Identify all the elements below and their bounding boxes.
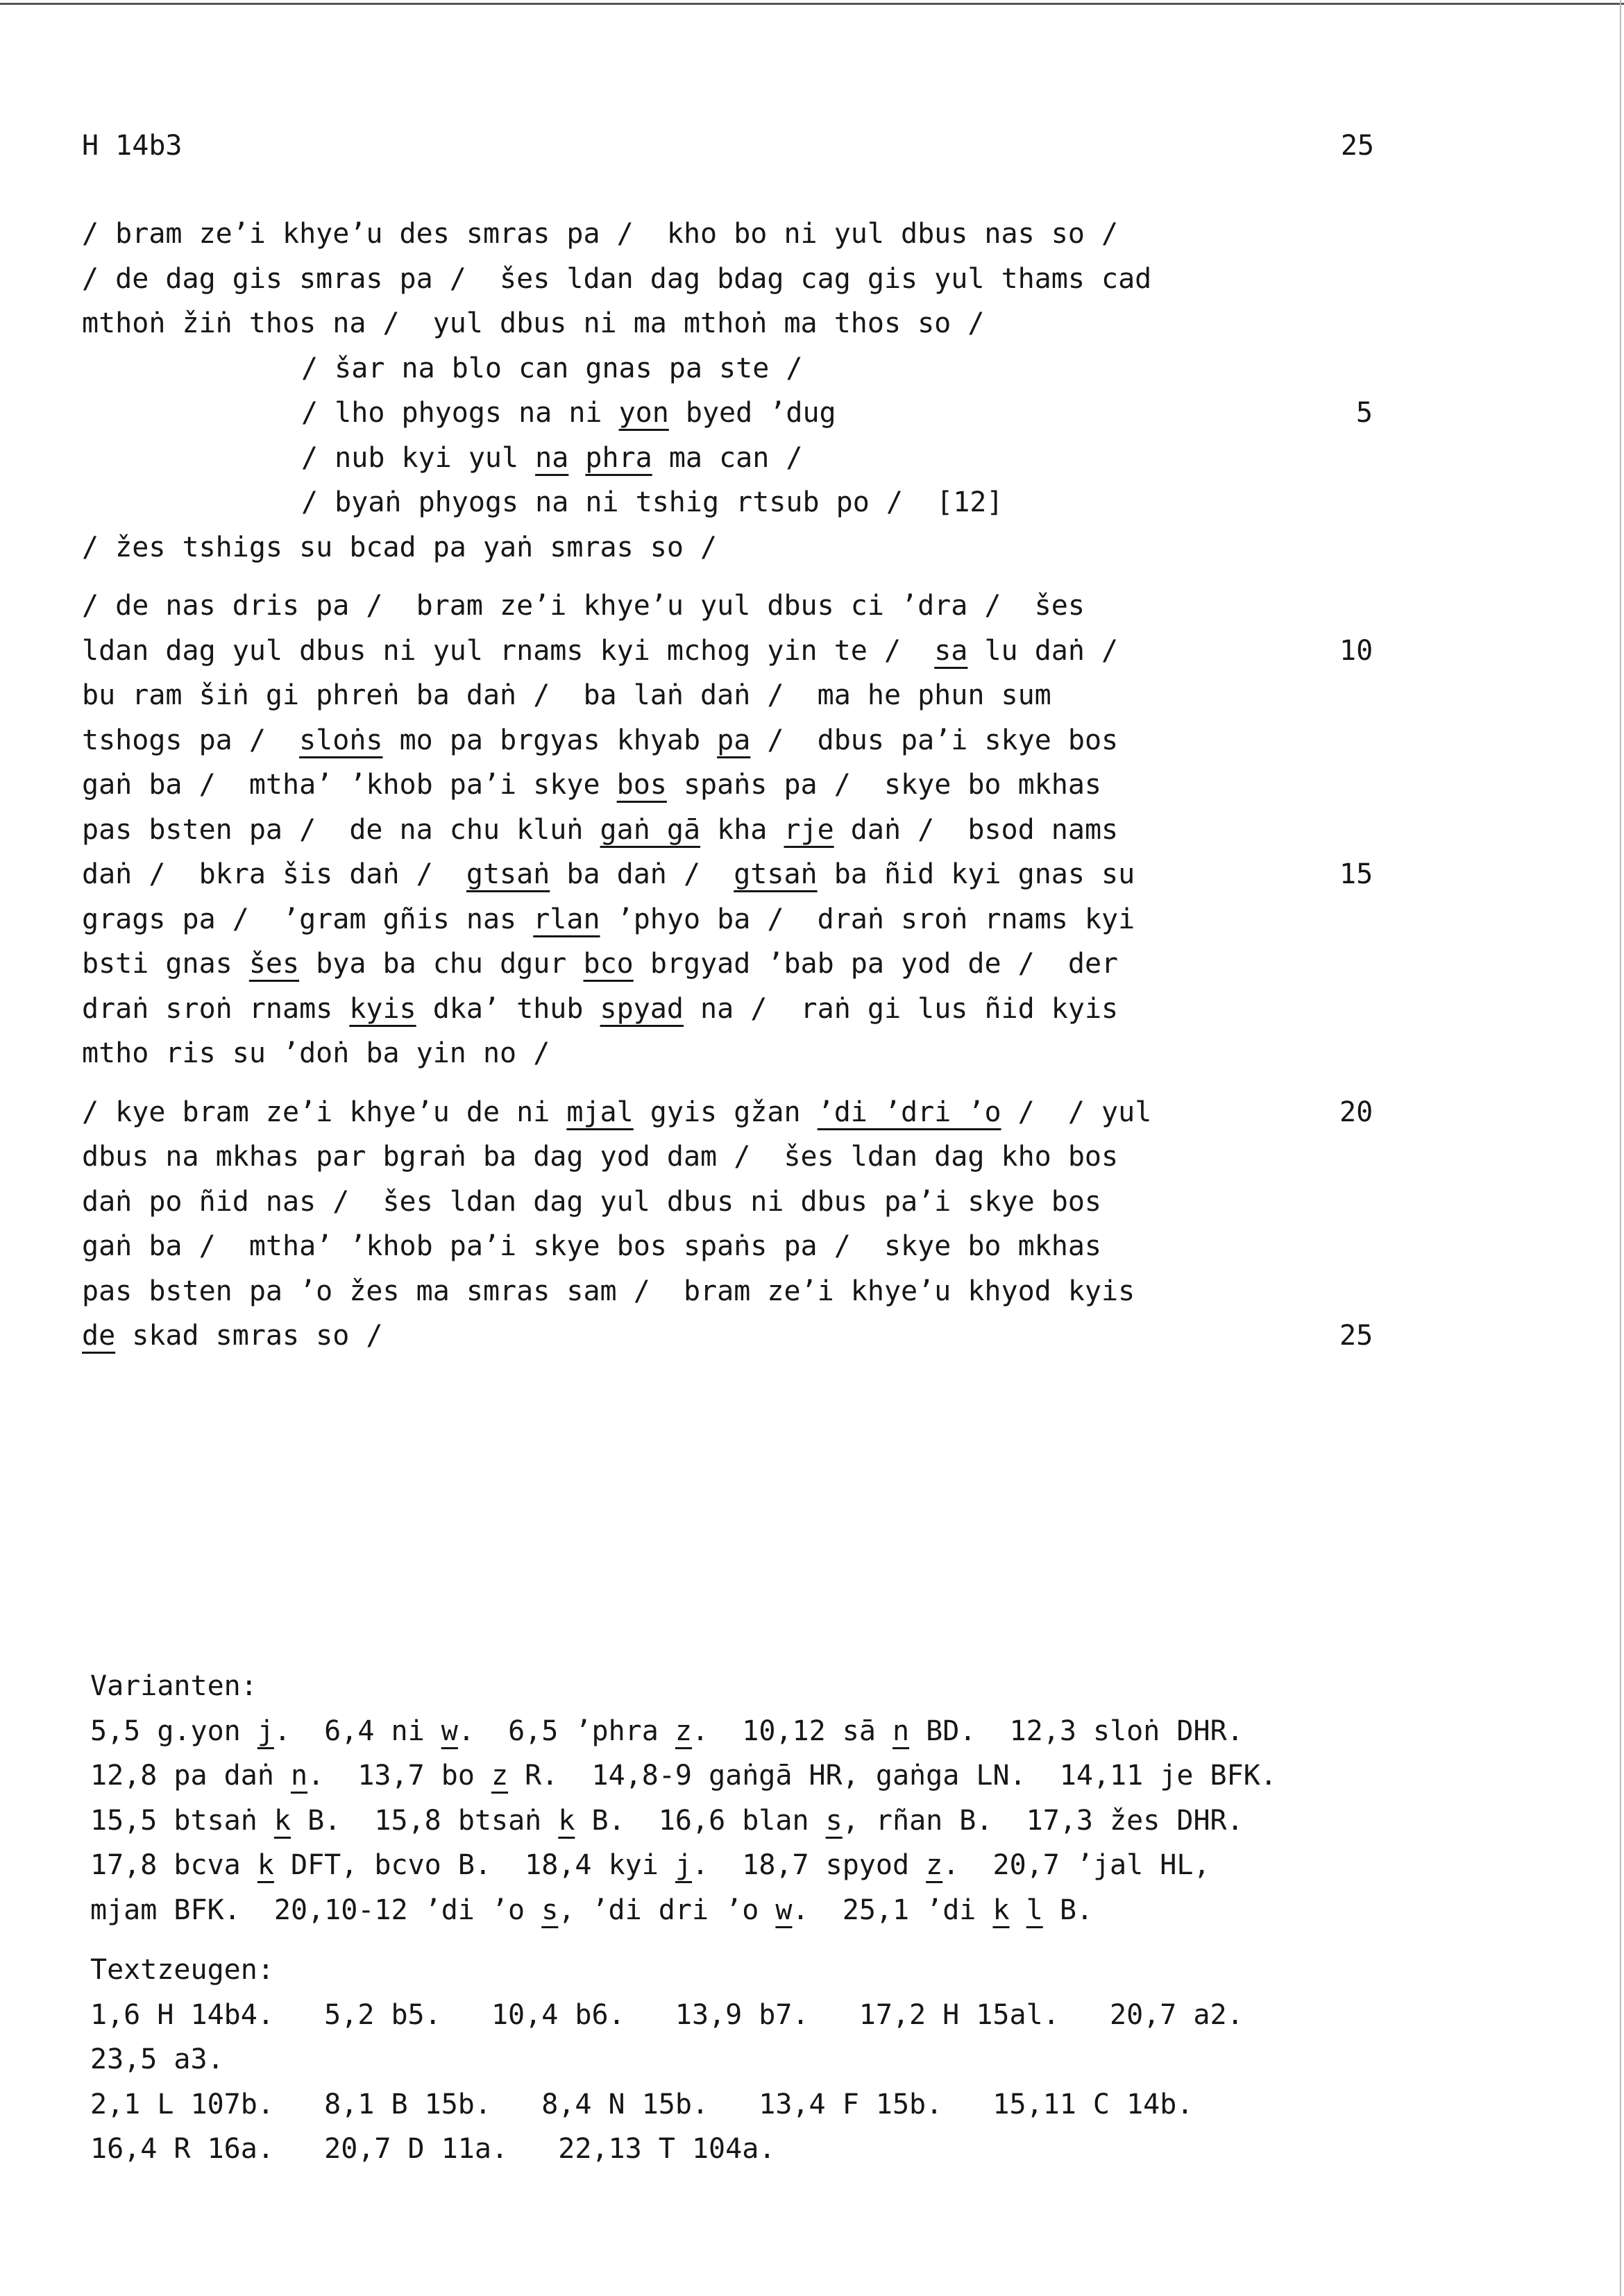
underlined-word: kyis — [349, 992, 416, 1025]
text-line — [82, 1269, 1373, 1314]
text-segment: / de nas dris pa / bram ze’i khye’u yul dbus ci ’dra / šes — [82, 590, 1085, 622]
underlined-word: w — [441, 1715, 458, 1747]
text-segment: na / raṅ gi lus ñid kyis — [683, 992, 1119, 1025]
underlined-word: l — [1026, 1894, 1043, 1926]
text-line — [82, 257, 1373, 302]
text-segment: 17,8 bcva — [90, 1849, 257, 1881]
top-border-line — [0, 3, 1624, 5]
variant-line — [90, 1798, 1444, 1844]
underlined-word: bco — [583, 948, 634, 980]
underlined-word: n — [290, 1760, 308, 1792]
text-line — [82, 897, 1373, 942]
text-segment: B. 15,8 btsaṅ — [291, 1804, 559, 1837]
witness-line: 1,6 H 14b4. 5,2 b5. 10,4 b6. 13,9 b7. 17,2 H 15al. 20,7 a2. — [90, 1998, 1244, 2031]
critical-apparatus — [90, 1664, 1444, 2172]
text-segment: spaṅs pa / skye bo mkhas — [666, 769, 1102, 801]
underlined-word: z — [926, 1849, 943, 1881]
text-segment: , ’di dri ’o — [558, 1894, 776, 1926]
text-paragraph — [82, 212, 1373, 570]
text-segment: grags pa / ’gram gñis nas — [82, 903, 534, 935]
text-segment — [568, 442, 585, 474]
text-segment: dka’ thub — [416, 992, 600, 1025]
text-line — [82, 763, 1373, 808]
text-segment: 15,5 btsaṅ — [90, 1804, 274, 1837]
text-segment: . 13,7 bo — [307, 1760, 491, 1792]
folio-reference: H 14b3 — [82, 130, 183, 162]
text-segment: 12,8 pa daṅ — [90, 1760, 291, 1792]
text-segment: R. 14,8-9 gaṅgā HR, gaṅga LN. 14,11 je BFK. — [508, 1760, 1277, 1792]
text-witnesses — [90, 1993, 1444, 2172]
page-header — [82, 125, 1374, 167]
text-line — [82, 987, 1373, 1032]
underlined-word: mjal — [566, 1096, 634, 1128]
underlined-word: spyad — [600, 992, 684, 1025]
underlined-word: k — [558, 1804, 575, 1837]
underlined-word: rlan — [533, 903, 600, 935]
text-segment: mtho ris su ’doṅ ba yin no / — [82, 1037, 550, 1069]
text-segment: bu ram šiṅ gi phreṅ ba daṅ / ba laṅ daṅ / ma he phun sum — [82, 679, 1051, 711]
underlined-word: k — [257, 1849, 274, 1881]
underlined-word: gtsaṅ — [734, 858, 818, 890]
underlined-word: ’di ’dri ’o — [817, 1096, 1001, 1128]
text-segment: / nub kyi yul — [301, 441, 536, 474]
text-line — [82, 525, 1373, 570]
underlined-word: s — [825, 1804, 843, 1837]
text-segment: / bram ze’i khye’u des smras pa / kho bo ni yul dbus nas so / — [82, 218, 1119, 250]
variant-line — [90, 1888, 1444, 1933]
underlined-word: pa — [717, 724, 751, 756]
text-segment: mo pa brgyas khyab — [382, 724, 718, 756]
underlined-word: n — [893, 1715, 910, 1747]
text-segment: / byaṅ phyogs na ni tshig rtsub po / [12] — [301, 486, 1004, 518]
text-segment: B. 16,6 blan — [575, 1804, 826, 1837]
underlined-word: s — [541, 1894, 559, 1926]
text-line — [82, 629, 1373, 674]
text-segment: mjam BFK. 20,10-12 ’di ’o — [90, 1894, 542, 1926]
line-number: 15 — [1339, 858, 1373, 890]
text-segment: dbus na mkhas par bgraṅ ba dag yod dam / šes ldan dag kho bos — [82, 1141, 1119, 1173]
text-segment: ’phyo ba / draṅ sroṅ rnams kyi — [600, 903, 1135, 935]
variant-line — [90, 1753, 1444, 1798]
verse-line — [82, 391, 1373, 436]
text-segment: kha — [700, 813, 784, 846]
text-line — [82, 1313, 1373, 1359]
text-segment: . 10,12 sā — [692, 1715, 893, 1747]
variant-line — [90, 1843, 1444, 1888]
text-line — [82, 942, 1373, 987]
text-segment: BD. 12,3 sloṅ DHR. — [909, 1715, 1244, 1747]
page-number: 25 — [1340, 130, 1374, 162]
text-segment: pas bsten pa / de na chu kluṅ — [82, 813, 600, 846]
text-segment: / de dag gis smras pa / šes ldan dag bdag cag gis yul thams cad — [82, 262, 1152, 295]
text-segment: gyis gžan — [633, 1096, 818, 1128]
text-segment: brgyad ’bab pa yod de / der — [633, 948, 1119, 980]
variant-line — [90, 1709, 1444, 1754]
text-segment: / šar na blo can gnas pa ste / — [301, 352, 803, 384]
text-segment: gaṅ ba / mtha’ ’khob pa’i skye bos spaṅs pa / skye bo mkhas — [82, 1230, 1102, 1262]
underlined-word: w — [775, 1894, 793, 1926]
text-segment: bsti gnas — [82, 948, 249, 980]
text-segment: ba daṅ / — [550, 858, 734, 890]
underlined-word: yon — [618, 397, 669, 429]
underlined-word: j — [675, 1849, 692, 1881]
underlined-word: k — [992, 1894, 1010, 1926]
text-line — [82, 718, 1373, 763]
text-line — [82, 852, 1373, 897]
text-segment: , rñan B. 17,3 žes DHR. — [842, 1804, 1244, 1837]
text-segment: daṅ po ñid nas / šes ldan dag yul dbus ni dbus pa’i skye bos — [82, 1185, 1102, 1218]
text-segment: byed ’dug — [668, 397, 836, 429]
text-segment: daṅ / bkra šis daṅ / — [82, 858, 466, 890]
tibetan-transliteration-text — [82, 212, 1373, 1372]
underlined-word: sa — [934, 634, 968, 667]
right-border-line — [1620, 0, 1621, 2296]
text-segment: tshogs pa / — [82, 724, 300, 756]
text-segment: mthoṅ žiṅ thos na / yul dbus ni ma mthoṅ ma thos so / — [82, 307, 985, 339]
text-segment: . 6,4 ni — [273, 1715, 441, 1747]
underlined-word: k — [273, 1804, 291, 1837]
line-number: 25 — [1339, 1320, 1373, 1352]
text-segment: . 20,7 ’jal HL, — [942, 1849, 1210, 1881]
underlined-word: šes — [248, 948, 300, 980]
underlined-word: gtsaṅ — [466, 858, 550, 890]
text-line — [82, 1090, 1373, 1135]
text-line — [82, 1031, 1373, 1076]
underlined-word: z — [675, 1715, 693, 1747]
text-line — [82, 301, 1373, 346]
underlined-word: z — [491, 1760, 509, 1792]
witness-line: 23,5 a3. — [90, 2043, 224, 2075]
text-segment: / lho phyogs na ni — [301, 397, 619, 429]
text-segment: B. — [1042, 1894, 1093, 1926]
text-segment: / / yul — [1001, 1096, 1152, 1128]
text-line — [82, 673, 1373, 718]
text-segment: pas bsten pa ’o žes ma smras sam / bram ze’i khye’u khyod kyis — [82, 1275, 1135, 1307]
text-line — [82, 1134, 1373, 1180]
text-segment: skad smras so / — [115, 1320, 383, 1352]
text-segment — [1010, 1894, 1026, 1926]
underlined-word: bos — [616, 769, 667, 801]
text-line — [82, 1224, 1373, 1269]
line-number: 20 — [1339, 1096, 1373, 1128]
text-segment: daṅ / bsod nams — [834, 813, 1119, 846]
text-segment: / žes tshigs su bcad pa yaṅ smras so / — [82, 531, 718, 563]
text-line — [82, 584, 1373, 629]
underlined-word: j — [257, 1715, 274, 1747]
varianten-heading: Varianten: — [90, 1670, 257, 1702]
text-segment: / kye bram ze’i khye’u de ni — [82, 1096, 567, 1128]
text-segment: 5,5 g.yon — [90, 1715, 257, 1747]
text-segment: ma can / — [652, 441, 803, 474]
text-segment: draṅ sroṅ rnams — [82, 992, 350, 1025]
text-line — [82, 808, 1373, 853]
text-paragraph — [82, 1090, 1373, 1359]
underlined-word: gaṅ gā — [600, 813, 701, 846]
text-line — [82, 1180, 1373, 1225]
line-number: 5 — [1355, 397, 1373, 429]
verse-line — [82, 436, 1373, 481]
underlined-word: de — [82, 1320, 116, 1352]
witness-line: 16,4 R 16a. 20,7 D 11a. 22,13 T 104a. — [90, 2133, 776, 2165]
text-segment: DFT, bcvo B. 18,4 kyi — [273, 1849, 675, 1881]
text-paragraph — [82, 584, 1373, 1076]
variant-readings — [90, 1709, 1444, 1933]
verse-line — [82, 346, 1373, 391]
witness-line: 2,1 L 107b. 8,1 B 15b. 8,4 N 15b. 13,4 F 15b. 15,11 C 14b. — [90, 2088, 1194, 2120]
text-segment: bya ba chu dgur — [299, 948, 584, 980]
underlined-word: rje — [784, 813, 834, 846]
text-segment: . 25,1 ’di — [792, 1894, 993, 1926]
underlined-word: sloṅs — [299, 724, 383, 756]
text-segment: ba ñid kyi gnas su — [817, 858, 1135, 890]
line-number: 10 — [1339, 634, 1373, 667]
underlined-word: na — [535, 441, 569, 474]
verse-line — [82, 480, 1373, 525]
text-segment: . 6,5 ’phra — [457, 1715, 675, 1747]
text-segment: . 18,7 spyod — [691, 1849, 927, 1881]
text-segment: lu daṅ / — [967, 634, 1119, 667]
text-segment: gaṅ ba / mtha’ ’khob pa’i skye — [82, 769, 617, 801]
text-segment: / dbus pa’i skye bos — [750, 724, 1119, 756]
text-segment: ldan dag yul dbus ni yul rnams kyi mchog yin te / — [82, 634, 935, 667]
underlined-word: phra — [585, 441, 652, 474]
text-line — [82, 212, 1373, 257]
textzeugen-heading: Textzeugen: — [90, 1954, 274, 1986]
